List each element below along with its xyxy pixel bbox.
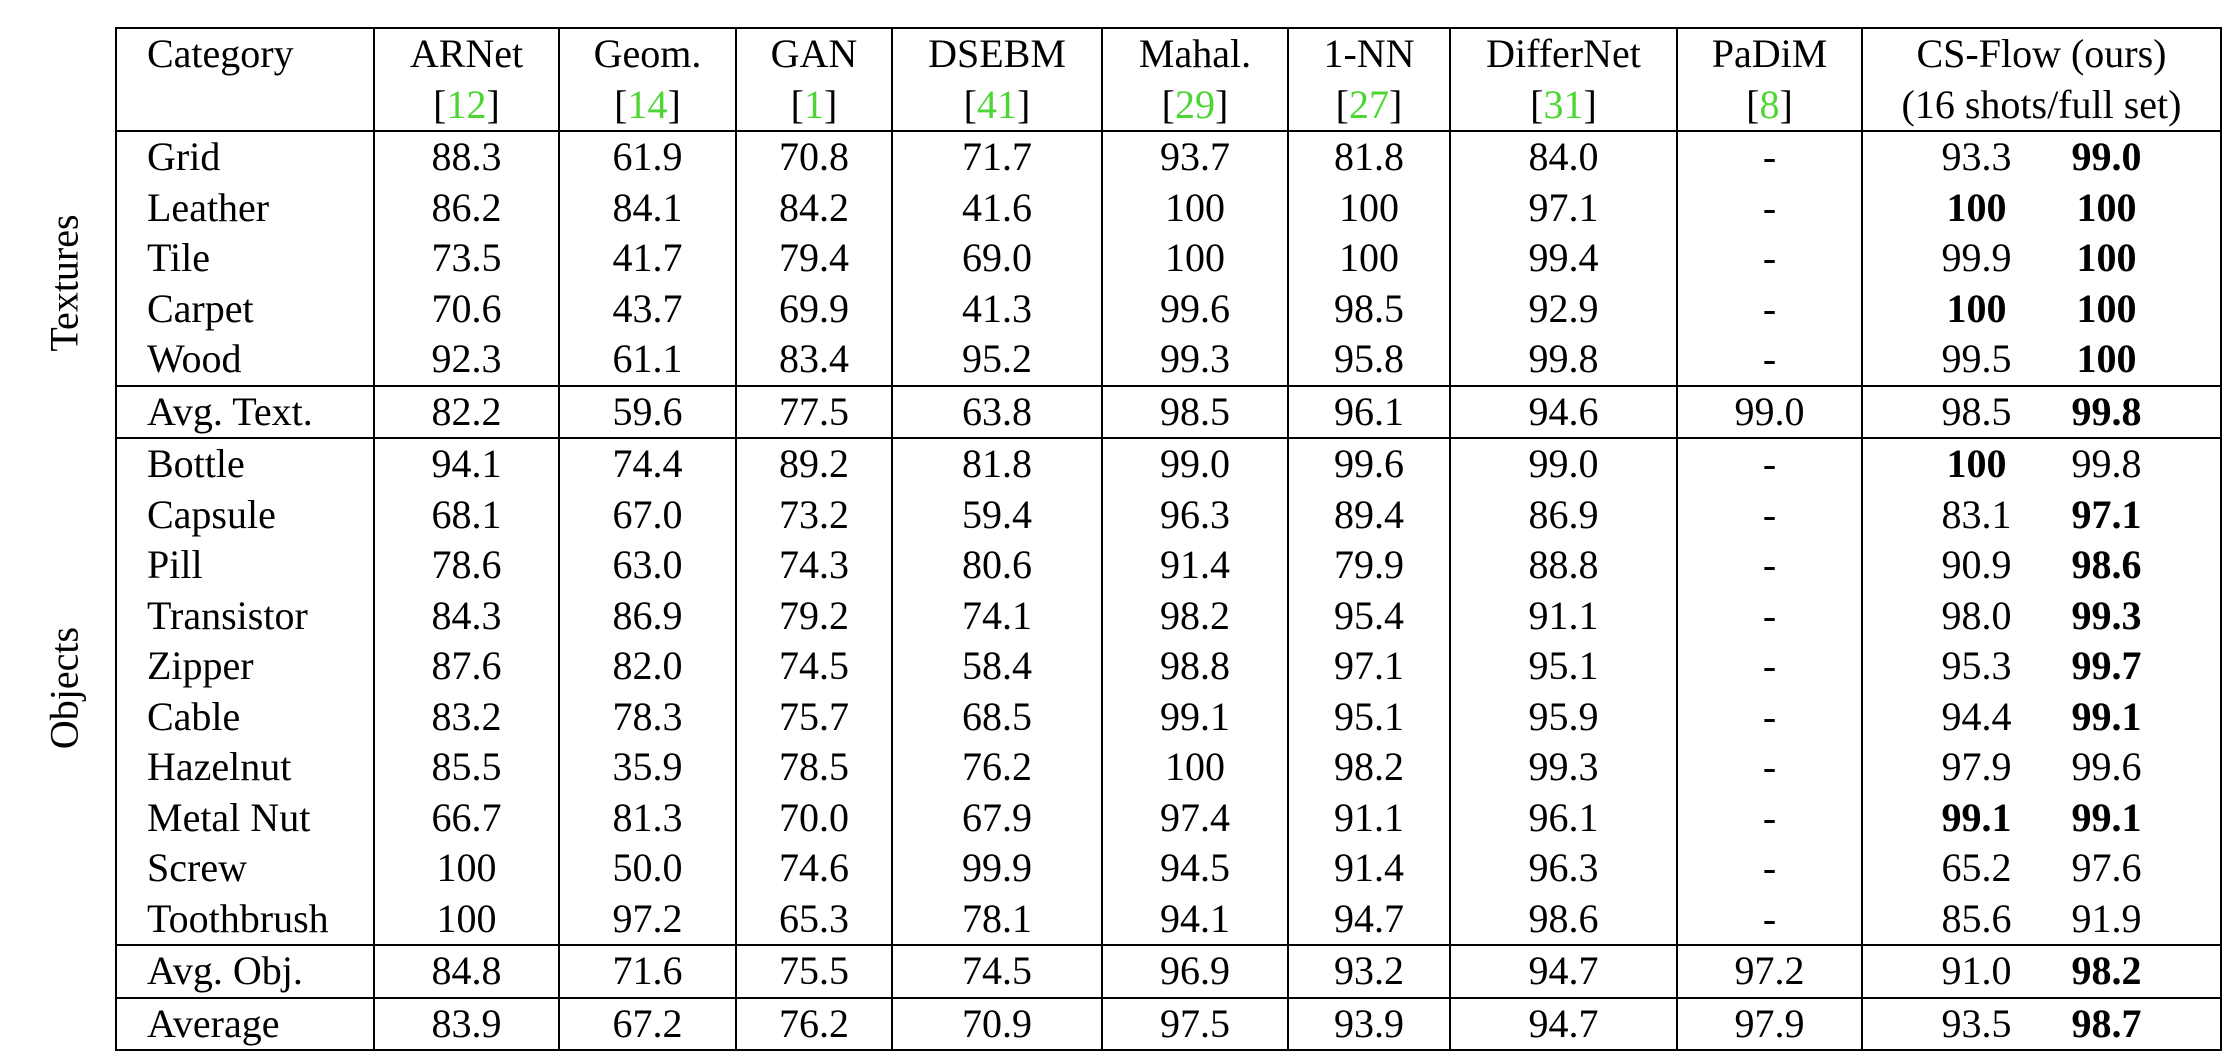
value-cell: 100 [374, 894, 559, 946]
value-cell: 78.5 [736, 742, 892, 793]
value-cell: 84.8 [374, 945, 559, 998]
value-cell: 70.9 [892, 998, 1102, 1051]
avg-row [116, 945, 2221, 998]
ours-full-set-value: 100 [2076, 285, 2137, 331]
ours-cell [1862, 998, 2221, 1051]
row-label: Avg. Obj. [116, 945, 374, 998]
value-cell: 94.1 [374, 438, 559, 490]
value-cell: 91.4 [1288, 843, 1450, 894]
value-cell: 63.0 [559, 540, 736, 591]
value-cell: 65.3 [736, 894, 892, 946]
value-cell: 68.1 [374, 490, 559, 541]
row-label: Zipper [116, 641, 374, 692]
row-label: Bottle [116, 438, 374, 490]
value-cell: 98.2 [1102, 591, 1288, 642]
ours-full-set-value: 98.2 [2071, 948, 2142, 994]
value-cell: - [1677, 641, 1862, 692]
value-cell: 91.1 [1288, 793, 1450, 844]
value-cell: 99.4 [1450, 233, 1677, 284]
row-label: Avg. Text. [116, 386, 374, 439]
value-cell: 96.3 [1102, 490, 1288, 541]
citation-link[interactable]: 31 [1543, 81, 1584, 127]
citation-link[interactable]: 1 [804, 81, 824, 127]
row-label: Average [116, 998, 374, 1051]
ours-full-set-value: 100 [2076, 235, 2137, 281]
value-cell: 67.2 [559, 998, 736, 1051]
header-method-name: PaDiM [1677, 28, 1862, 80]
row-label: Screw [116, 843, 374, 894]
value-cell: 61.9 [559, 131, 736, 183]
header-ref: [29] [1102, 80, 1288, 132]
ours-16-shots-value: 100 [1946, 184, 2007, 230]
value-cell: 95.9 [1450, 692, 1677, 743]
ours-full-set-value: 100 [2076, 336, 2137, 382]
value-cell: 97.2 [559, 894, 736, 946]
value-cell: 95.8 [1288, 334, 1450, 386]
ours-cell [1862, 131, 2221, 183]
ours-cell [1862, 284, 2221, 335]
value-cell: 88.3 [374, 131, 559, 183]
value-cell: 61.1 [559, 334, 736, 386]
citation-link[interactable]: 14 [627, 81, 668, 127]
value-cell: 79.9 [1288, 540, 1450, 591]
value-cell: 76.2 [892, 742, 1102, 793]
header-row-refs [116, 80, 2221, 132]
value-cell: 41.3 [892, 284, 1102, 335]
value-cell: 99.1 [1102, 692, 1288, 743]
value-cell: 89.4 [1288, 490, 1450, 541]
value-cell: 82.2 [374, 386, 559, 439]
value-cell: - [1677, 894, 1862, 946]
value-cell: 81.8 [1288, 131, 1450, 183]
table-row [116, 843, 2221, 894]
header-ref: [27] [1288, 80, 1450, 132]
table-row [116, 894, 2221, 946]
ours-16-shots-value: 83.1 [1941, 491, 2012, 537]
value-cell: 78.1 [892, 894, 1102, 946]
header-ours-name: CS-Flow (ours) [1862, 28, 2221, 80]
value-cell: 99.0 [1450, 438, 1677, 490]
value-cell: 93.2 [1288, 945, 1450, 998]
value-cell: 41.6 [892, 183, 1102, 234]
value-cell: - [1677, 438, 1862, 490]
value-cell: 84.3 [374, 591, 559, 642]
header-method-name: Geom. [559, 28, 736, 80]
ours-cell [1862, 438, 2221, 490]
value-cell: - [1677, 843, 1862, 894]
value-cell: 69.9 [736, 284, 892, 335]
header-ref: [8] [1677, 80, 1862, 132]
row-label: Metal Nut [116, 793, 374, 844]
value-cell: 93.9 [1288, 998, 1450, 1051]
value-cell: 82.0 [559, 641, 736, 692]
value-cell: 94.5 [1102, 843, 1288, 894]
value-cell: 87.6 [374, 641, 559, 692]
row-label: Transistor [116, 591, 374, 642]
header-ref: [31] [1450, 80, 1677, 132]
ours-cell [1862, 843, 2221, 894]
value-cell: 96.9 [1102, 945, 1288, 998]
value-cell: 50.0 [559, 843, 736, 894]
ours-cell [1862, 233, 2221, 284]
value-cell: 69.0 [892, 233, 1102, 284]
value-cell: 78.6 [374, 540, 559, 591]
ours-cell [1862, 591, 2221, 642]
table-row [116, 183, 2221, 234]
value-cell: 98.5 [1288, 284, 1450, 335]
citation-link[interactable]: 29 [1175, 81, 1215, 127]
value-cell: 74.5 [736, 641, 892, 692]
value-cell: 71.7 [892, 131, 1102, 183]
ours-cell [1862, 334, 2221, 386]
citation-link[interactable]: 41 [977, 81, 1017, 127]
value-cell: 99.8 [1450, 334, 1677, 386]
value-cell: 71.6 [559, 945, 736, 998]
header-ref: [12] [374, 80, 559, 132]
table-row [116, 233, 2221, 284]
value-cell: 84.0 [1450, 131, 1677, 183]
value-cell: 74.3 [736, 540, 892, 591]
ours-full-set-value: 99.7 [2071, 643, 2142, 689]
value-cell: 100 [1102, 233, 1288, 284]
ours-full-set-value: 99.8 [2071, 388, 2142, 434]
value-cell: 84.1 [559, 183, 736, 234]
value-cell: - [1677, 692, 1862, 743]
header-method-name: DifferNet [1450, 28, 1677, 80]
value-cell: - [1677, 591, 1862, 642]
value-cell: 94.1 [1102, 894, 1288, 946]
value-cell: 92.3 [374, 334, 559, 386]
value-cell: 99.6 [1102, 284, 1288, 335]
header-ref: [1] [736, 80, 892, 132]
value-cell: 98.6 [1450, 894, 1677, 946]
ours-16-shots-value: 94.4 [1941, 693, 2012, 739]
value-cell: - [1677, 742, 1862, 793]
value-cell: 70.6 [374, 284, 559, 335]
results-table [115, 27, 2222, 1051]
header-method-name: ARNet [374, 28, 559, 80]
value-cell: 79.2 [736, 591, 892, 642]
value-cell: 96.1 [1288, 386, 1450, 439]
ours-16-shots-value: 93.3 [1941, 134, 2012, 180]
value-cell: 78.3 [559, 692, 736, 743]
row-label: Pill [116, 540, 374, 591]
table-row [116, 793, 2221, 844]
value-cell: 85.5 [374, 742, 559, 793]
ours-cell [1862, 945, 2221, 998]
value-cell: 99.3 [1102, 334, 1288, 386]
header-method-name: Mahal. [1102, 28, 1288, 80]
table-row [116, 692, 2221, 743]
value-cell: 79.4 [736, 233, 892, 284]
value-cell: 75.7 [736, 692, 892, 743]
value-cell: 81.3 [559, 793, 736, 844]
value-cell: - [1677, 490, 1862, 541]
value-cell: 86.2 [374, 183, 559, 234]
ours-16-shots-value: 93.5 [1941, 1000, 2012, 1046]
ours-cell [1862, 742, 2221, 793]
ours-cell [1862, 692, 2221, 743]
row-label: Cable [116, 692, 374, 743]
value-cell: 83.4 [736, 334, 892, 386]
ours-cell [1862, 641, 2221, 692]
value-cell: 73.5 [374, 233, 559, 284]
value-cell: 89.2 [736, 438, 892, 490]
header-row-names [116, 28, 2221, 80]
table-row [116, 438, 2221, 490]
value-cell: 97.5 [1102, 998, 1288, 1051]
ours-16-shots-value: 98.5 [1941, 388, 2012, 434]
value-cell: 59.4 [892, 490, 1102, 541]
value-cell: 99.6 [1288, 438, 1450, 490]
table-row [116, 591, 2221, 642]
value-cell: 77.5 [736, 386, 892, 439]
ours-full-set-value: 98.6 [2071, 542, 2142, 588]
value-cell: - [1677, 284, 1862, 335]
table-row [116, 334, 2221, 386]
avg-row [116, 386, 2221, 439]
value-cell: 76.2 [736, 998, 892, 1051]
row-label: Capsule [116, 490, 374, 541]
value-cell: - [1677, 183, 1862, 234]
value-cell: 43.7 [559, 284, 736, 335]
table-row [116, 490, 2221, 541]
ours-full-set-value: 97.1 [2071, 491, 2142, 537]
value-cell: 91.1 [1450, 591, 1677, 642]
value-cell: 80.6 [892, 540, 1102, 591]
ours-full-set-value: 99.8 [2071, 441, 2142, 487]
table-row [116, 742, 2221, 793]
ours-16-shots-value: 99.5 [1941, 336, 2012, 382]
value-cell: 96.3 [1450, 843, 1677, 894]
row-label: Leather [116, 183, 374, 234]
value-cell: 35.9 [559, 742, 736, 793]
value-cell: 100 [374, 843, 559, 894]
value-cell: 83.2 [374, 692, 559, 743]
value-cell: 96.1 [1450, 793, 1677, 844]
header-ref: [14] [559, 80, 736, 132]
value-cell: 98.8 [1102, 641, 1288, 692]
value-cell: 74.1 [892, 591, 1102, 642]
ours-16-shots-value: 100 [1946, 441, 2007, 487]
value-cell: 98.5 [1102, 386, 1288, 439]
value-cell: 67.9 [892, 793, 1102, 844]
ours-16-shots-value: 99.9 [1941, 235, 2012, 281]
value-cell: 99.0 [1102, 438, 1288, 490]
value-cell: 84.2 [736, 183, 892, 234]
value-cell: 94.7 [1450, 945, 1677, 998]
ours-full-set-value: 97.6 [2071, 845, 2142, 891]
ours-16-shots-value: 97.9 [1941, 744, 2012, 790]
row-label: Toothbrush [116, 894, 374, 946]
ours-16-shots-value: 65.2 [1941, 845, 2012, 891]
table-row [116, 131, 2221, 183]
value-cell: 67.0 [559, 490, 736, 541]
value-cell: 63.8 [892, 386, 1102, 439]
value-cell: 58.4 [892, 641, 1102, 692]
ours-16-shots-value: 98.0 [1941, 592, 2012, 638]
header-method-name: GAN [736, 28, 892, 80]
value-cell: 94.6 [1450, 386, 1677, 439]
value-cell: - [1677, 334, 1862, 386]
ours-cell [1862, 793, 2221, 844]
value-cell: 70.8 [736, 131, 892, 183]
value-cell: 95.1 [1450, 641, 1677, 692]
ours-full-set-value: 99.1 [2071, 693, 2142, 739]
ours-16-shots-value: 99.1 [1941, 794, 2012, 840]
ours-cell [1862, 386, 2221, 439]
value-cell: 86.9 [559, 591, 736, 642]
ours-full-set-value: 100 [2076, 184, 2137, 230]
value-cell: 86.9 [1450, 490, 1677, 541]
value-cell: 59.6 [559, 386, 736, 439]
value-cell: 70.0 [736, 793, 892, 844]
header-ref: [41] [892, 80, 1102, 132]
value-cell: 100 [1102, 183, 1288, 234]
header-method-name: 1-NN [1288, 28, 1450, 80]
value-cell: 41.7 [559, 233, 736, 284]
value-cell: 94.7 [1450, 998, 1677, 1051]
table-row [116, 641, 2221, 692]
value-cell: - [1677, 540, 1862, 591]
value-cell: 66.7 [374, 793, 559, 844]
ours-16-shots-value: 90.9 [1941, 542, 2012, 588]
value-cell: 81.8 [892, 438, 1102, 490]
value-cell: 74.6 [736, 843, 892, 894]
value-cell: 97.1 [1450, 183, 1677, 234]
value-cell: 97.4 [1102, 793, 1288, 844]
ours-full-set-value: 91.9 [2071, 895, 2142, 941]
ours-full-set-value: 98.7 [2071, 1000, 2142, 1046]
value-cell: 95.2 [892, 334, 1102, 386]
row-label: Wood [116, 334, 374, 386]
table-row [116, 540, 2221, 591]
value-cell: 95.1 [1288, 692, 1450, 743]
value-cell: 91.4 [1102, 540, 1288, 591]
value-cell: - [1677, 131, 1862, 183]
value-cell: - [1677, 793, 1862, 844]
row-label: Carpet [116, 284, 374, 335]
header-ours-sub: (16 shots/full set) [1862, 80, 2221, 132]
value-cell: 98.2 [1288, 742, 1450, 793]
ours-full-set-value: 99.1 [2071, 794, 2142, 840]
value-cell: 83.9 [374, 998, 559, 1051]
citation-link[interactable]: 8 [1759, 81, 1780, 127]
value-cell: 94.7 [1288, 894, 1450, 946]
value-cell: 97.2 [1677, 945, 1862, 998]
citation-link[interactable]: 12 [446, 81, 487, 127]
table-row [116, 284, 2221, 335]
value-cell: 73.2 [736, 490, 892, 541]
value-cell: 99.9 [892, 843, 1102, 894]
row-label: Hazelnut [116, 742, 374, 793]
ours-16-shots-value: 95.3 [1941, 643, 2012, 689]
value-cell: - [1677, 233, 1862, 284]
ours-cell [1862, 894, 2221, 946]
header-method-name: DSEBM [892, 28, 1102, 80]
value-cell: 99.3 [1450, 742, 1677, 793]
value-cell: 100 [1288, 183, 1450, 234]
value-cell: 97.1 [1288, 641, 1450, 692]
header-category: Category [116, 28, 374, 80]
row-label: Grid [116, 131, 374, 183]
value-cell: 74.5 [892, 945, 1102, 998]
value-cell: 68.5 [892, 692, 1102, 743]
value-cell: 74.4 [559, 438, 736, 490]
value-cell: 95.4 [1288, 591, 1450, 642]
value-cell: 100 [1102, 742, 1288, 793]
ours-cell [1862, 183, 2221, 234]
value-cell: 92.9 [1450, 284, 1677, 335]
ours-full-set-value: 99.3 [2071, 592, 2142, 638]
ours-16-shots-value: 100 [1946, 285, 2007, 331]
row-label: Tile [116, 233, 374, 284]
ours-16-shots-value: 91.0 [1941, 948, 2012, 994]
ours-full-set-value: 99.0 [2071, 134, 2142, 180]
average-row [116, 998, 2221, 1051]
ours-full-set-value: 99.6 [2071, 744, 2142, 790]
value-cell: 100 [1288, 233, 1450, 284]
value-cell: 93.7 [1102, 131, 1288, 183]
value-cell: 99.0 [1677, 386, 1862, 439]
ours-16-shots-value: 85.6 [1941, 895, 2012, 941]
ours-cell [1862, 540, 2221, 591]
citation-link[interactable]: 27 [1349, 81, 1389, 127]
value-cell: 75.5 [736, 945, 892, 998]
value-cell: 88.8 [1450, 540, 1677, 591]
ours-cell [1862, 490, 2221, 541]
value-cell: 97.9 [1677, 998, 1862, 1051]
